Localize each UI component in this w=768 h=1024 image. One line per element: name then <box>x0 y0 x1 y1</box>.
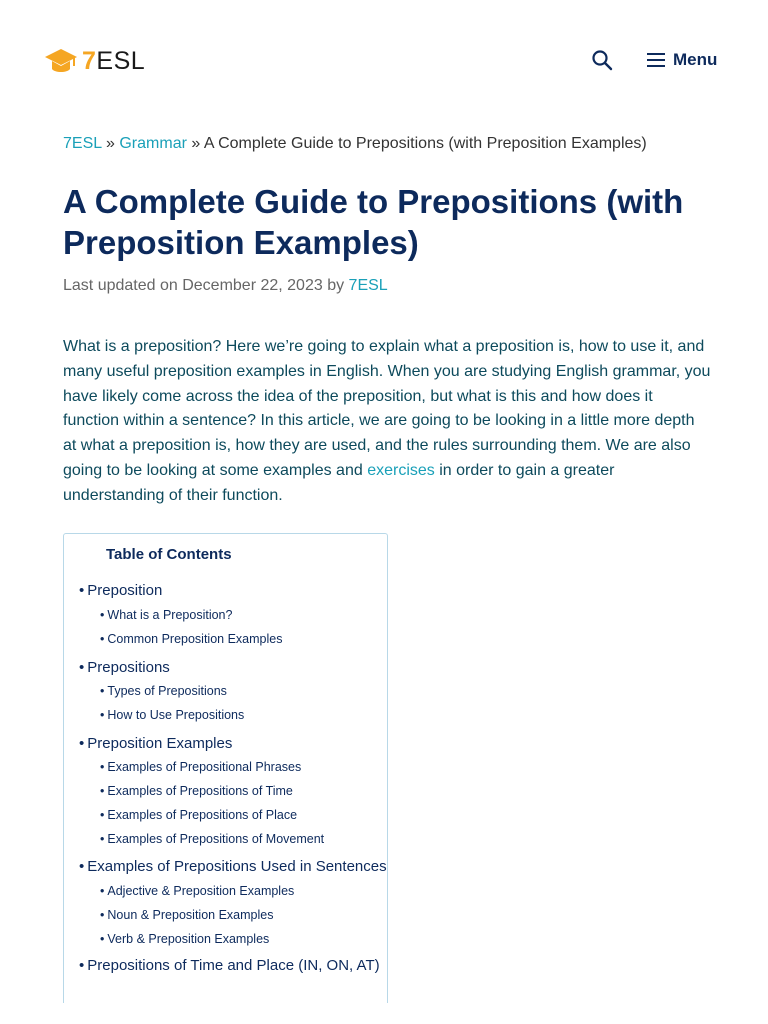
toc-subitem[interactable]: • How to Use Prepositions <box>100 708 245 722</box>
intro-paragraph <box>63 335 711 509</box>
toc-subitem[interactable]: • Noun & Preposition Examples <box>100 908 274 922</box>
breadcrumb-category-link[interactable]: Grammar <box>119 135 187 152</box>
intro-text: What is a preposition? Here we’re going to explain what a preposition is, how to use it, and many useful preposition examples in English. When you are studying English grammar, you have likely come across the idea of the preposition, but what is this and how does it function within a sentence? In this article, we are going to be looking in a little more depth at what a preposition is, how they are used, and the rules surrounding them. We are also going to be looking at some examples and <box>63 338 711 479</box>
breadcrumb <box>63 134 743 154</box>
toc-subitem[interactable]: • Adjective & Preposition Examples <box>100 884 295 898</box>
hamburger-icon <box>647 52 665 68</box>
site-header <box>0 0 768 120</box>
toc-item[interactable]: • Prepositions of Time and Place (IN, ON, AT) <box>79 957 380 974</box>
toc-title: Table of Contents <box>106 546 232 563</box>
graduation-cap-icon <box>44 44 78 78</box>
table-of-contents <box>63 533 388 1003</box>
toc-subitem[interactable]: • Examples of Prepositions of Movement <box>100 832 325 846</box>
breadcrumb-home-link[interactable]: 7ESL <box>63 135 102 152</box>
toc-subitem[interactable]: • Common Preposition Examples <box>100 632 283 646</box>
toc-item[interactable]: • Preposition <box>79 582 163 599</box>
breadcrumb-current: A Complete Guide to Prepositions (with Preposition Examples) <box>203 135 647 152</box>
author-link[interactable]: 7ESL <box>348 277 388 294</box>
toc-subitem[interactable]: • Examples of Prepositional Phrases <box>100 760 302 774</box>
menu-label: Menu <box>673 50 718 69</box>
exercises-link[interactable]: exercises <box>367 461 435 479</box>
post-meta <box>63 276 663 296</box>
toc-subitem[interactable]: • Examples of Prepositions of Time <box>100 784 293 798</box>
breadcrumb-separator: » <box>106 135 115 152</box>
breadcrumb-separator: » <box>191 135 201 152</box>
toc-item[interactable]: • Prepositions <box>79 659 170 676</box>
toc-item[interactable]: • Examples of Prepositions Used in Sentences <box>79 858 387 875</box>
site-logo[interactable] <box>44 44 145 78</box>
intro-text-end: in order to gain a greater understanding of their function. <box>63 461 615 504</box>
last-updated-text: Last updated on December 22, 2023 by <box>63 277 345 294</box>
page-title: A Complete Guide to Prepositions (with Preposition Examples) <box>63 183 684 261</box>
toc-subitem[interactable]: • What is a Preposition? <box>100 608 233 622</box>
toc-subitem[interactable]: • Types of Prepositions <box>100 684 227 698</box>
toc-item[interactable]: • Preposition Examples <box>79 735 233 752</box>
menu-button[interactable] <box>647 47 717 73</box>
toc-subitem[interactable]: • Verb & Preposition Examples <box>100 932 270 946</box>
toc-subitem[interactable]: • Examples of Prepositions of Place <box>100 808 298 822</box>
search-icon <box>591 49 613 71</box>
logo-text: 7ESL <box>82 46 146 75</box>
search-button[interactable] <box>591 49 613 71</box>
